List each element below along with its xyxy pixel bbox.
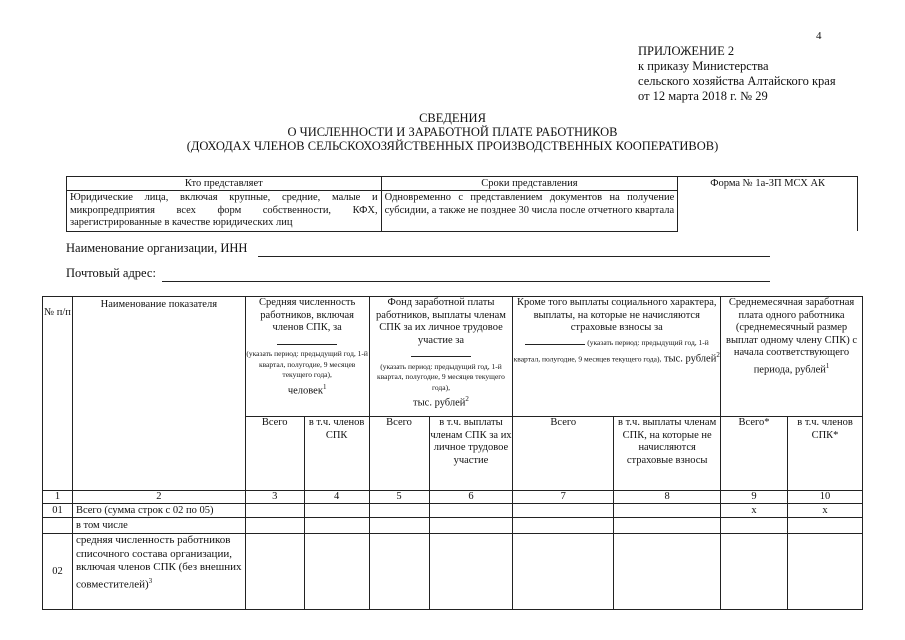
row-label: Всего (сумма строк с 02 по 05) <box>72 504 245 518</box>
data-cell: x <box>788 504 863 518</box>
row-label: в том числе <box>72 518 245 534</box>
group-unit: тыс. рублей <box>663 353 717 365</box>
heading-line: О ЧИСЛЕННОСТИ И ЗАРАБОТНОЙ ПЛАТЕ РАБОТНИКОВ <box>287 125 618 139</box>
col-group-headcount <box>245 297 369 417</box>
data-cell[interactable] <box>788 534 863 610</box>
row-label-cell <box>72 534 245 610</box>
data-cell[interactable] <box>369 534 429 610</box>
column-number: 3 <box>245 491 304 504</box>
data-cell[interactable] <box>513 518 614 534</box>
data-cell[interactable] <box>369 504 429 518</box>
data-cell[interactable] <box>245 504 304 518</box>
appendix-line: от 12 марта 2018 г. № 29 <box>638 89 768 103</box>
footnote-mark: 2 <box>716 351 720 359</box>
col-header-num: № п/п <box>43 297 73 491</box>
data-cell[interactable] <box>369 518 429 534</box>
postal-address-label: Почтовый адрес: <box>66 266 156 280</box>
column-number: 1 <box>43 491 73 504</box>
data-cell[interactable] <box>304 534 369 610</box>
data-cell[interactable] <box>429 518 513 534</box>
submission-table <box>66 176 858 232</box>
group-title: Средняя численность работников, включая членов СПК, за <box>259 297 356 333</box>
page-number: 4 <box>816 30 822 42</box>
row-number: 01 <box>43 504 73 518</box>
who-text: Юридические лица, включая крупные, средние, малые и микропредприятия всех форм собственности, КФХ, зарегистрированные в качестве юридических лиц <box>67 191 382 232</box>
sub-header: в т.ч. членов СПК <box>304 417 369 491</box>
column-number: 9 <box>721 491 788 504</box>
data-cell[interactable] <box>245 518 304 534</box>
col-group-social <box>513 297 721 417</box>
table-row <box>43 504 863 518</box>
row-number: 02 <box>43 534 73 610</box>
footnote-mark: 1 <box>825 361 830 370</box>
heading-line: (ДОХОДАХ ЧЛЕНОВ СЕЛЬСКОХОЗЯЙСТВЕННЫХ ПРОИЗВОДСТВЕННЫХ КООПЕРАТИВОВ) <box>186 139 719 153</box>
group-unit: человек <box>287 385 323 396</box>
sub-header: Всего <box>245 417 304 491</box>
column-number: 8 <box>614 491 721 504</box>
data-cell: x <box>721 504 788 518</box>
sub-header: Всего <box>513 417 614 491</box>
who-header: Кто представляет <box>67 177 382 191</box>
data-cell[interactable] <box>721 518 788 534</box>
row-label: средняя численность работников списочного состава организации, включая членов СПК (без внешних совместителей) <box>75 534 242 591</box>
sub-header: в т.ч. членов СПК* <box>788 417 863 491</box>
indicators-table <box>42 296 863 610</box>
data-cell[interactable] <box>513 534 614 610</box>
heading-line: СВЕДЕНИЯ <box>419 111 486 125</box>
org-name-label: Наименование организации, ИНН <box>66 241 248 255</box>
appendix-line: сельского хозяйства Алтайского края <box>638 74 836 88</box>
period-blank[interactable] <box>525 335 585 345</box>
column-number: 10 <box>788 491 863 504</box>
data-cell[interactable] <box>721 534 788 610</box>
postal-address-field[interactable] <box>162 281 770 282</box>
table-row <box>43 518 863 534</box>
sub-header: в т.ч. выплаты членам СПК за их личное трудовое участие <box>429 417 513 491</box>
data-cell[interactable] <box>245 534 304 610</box>
column-number: 6 <box>429 491 513 504</box>
group-title: Кроме того выплаты социального характера, выплаты, на которые не начисляются страховые взносы за <box>516 297 717 333</box>
data-cell[interactable] <box>429 534 513 610</box>
data-cell[interactable] <box>614 504 721 518</box>
data-cell[interactable] <box>304 518 369 534</box>
group-title: Среднемесячная заработная плата одного работника (среднемесячный размер выплат одному члену СПК) с начала соответствующего периода, рублей <box>726 297 858 375</box>
footnote-mark: 2 <box>465 395 469 403</box>
group-title: Фонд заработной платы работников, выплаты членам СПК за их личное трудовое участие за <box>376 297 506 346</box>
data-cell[interactable] <box>429 504 513 518</box>
data-cell[interactable] <box>513 504 614 518</box>
sub-header: Всего <box>369 417 429 491</box>
table-row <box>43 534 863 610</box>
period-blank[interactable] <box>411 347 471 357</box>
document-heading <box>0 111 905 153</box>
row-number <box>43 518 73 534</box>
footnote-mark: 1 <box>322 382 327 391</box>
group-note: (указать период: предыдущий год, 1-й квартал, полугодие, 9 месяцев текущего года), <box>377 361 505 392</box>
form-name: Форма № 1а-ЗП МСХ АК <box>678 177 858 232</box>
footnote-mark: 3 <box>148 576 153 585</box>
period-blank[interactable] <box>277 335 337 345</box>
column-number: 5 <box>369 491 429 504</box>
deadline-header: Сроки представления <box>381 177 678 191</box>
column-number-row <box>43 491 863 504</box>
group-note: (указать период: предыдущий год, 1-й квартал, полугодие, 9 месяцев текущего года), <box>513 337 709 364</box>
column-number: 4 <box>304 491 369 504</box>
col-header-name: Наименование показателя <box>72 297 245 491</box>
group-unit: тыс. рублей <box>413 397 466 409</box>
deadline-text: Одновременно с представлением документов на получение субсидии, а также не позднее 30 числа после отчетного квартала <box>381 191 678 232</box>
data-cell[interactable] <box>614 518 721 534</box>
col-group-avg-salary <box>721 297 863 417</box>
data-cell[interactable] <box>788 518 863 534</box>
col-group-payroll <box>369 297 513 417</box>
data-cell[interactable] <box>304 504 369 518</box>
sub-header: Всего* <box>721 417 788 491</box>
appendix-title: ПРИЛОЖЕНИЕ 2 <box>638 44 735 58</box>
org-name-field[interactable] <box>258 256 770 257</box>
column-number: 2 <box>72 491 245 504</box>
appendix-block <box>638 44 836 104</box>
sub-header: в т.ч. выплаты членам СПК, на которые не начисляются страховые взносы <box>614 417 721 491</box>
data-cell[interactable] <box>614 534 721 610</box>
appendix-line: к приказу Министерства <box>638 59 769 73</box>
group-note: (указать период: предыдущий год, 1-й квартал, полугодие, 9 месяцев текущего года), <box>246 349 368 379</box>
column-number: 7 <box>513 491 614 504</box>
